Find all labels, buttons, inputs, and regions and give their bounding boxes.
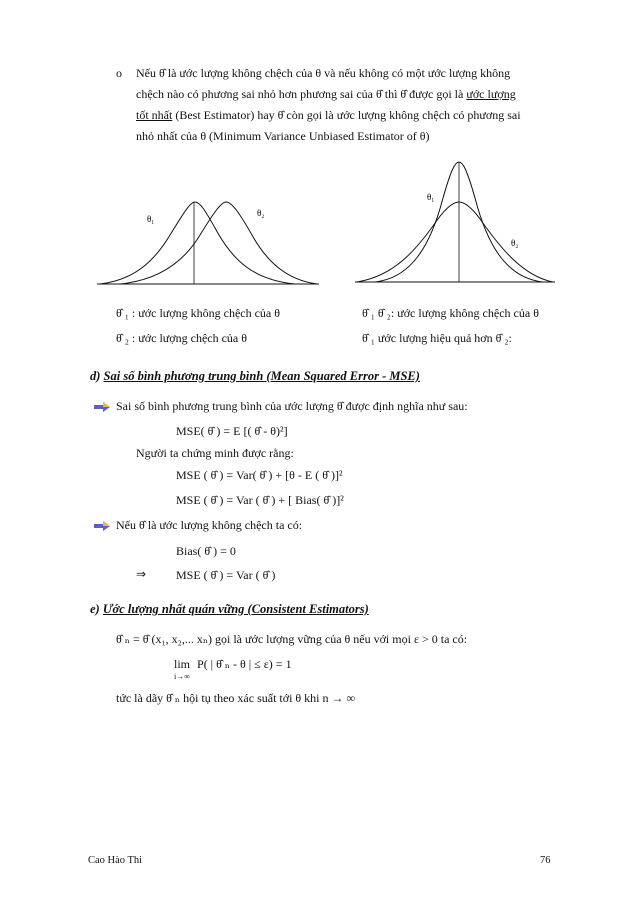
left-caption-1: θ̂ ₁ : ước lượng không chệch của θ [116, 306, 281, 320]
page-number: 76 [540, 855, 551, 866]
section-d-letter: d) [90, 369, 101, 383]
mse-equation-1: MSE ( θ̂ ) = Var( θ̂ ) + [θ - E ( θ̂ )]² [176, 468, 343, 482]
intro-line-3 [136, 105, 561, 126]
limit-operator [174, 657, 190, 681]
section-e-heading [90, 602, 369, 617]
bias-equation: Bias( θ̂ ) = 0 [176, 544, 236, 558]
left-caption-2: θ̂ ₂ : ước lượng chệch của θ [116, 331, 248, 345]
right-caption-2: θ̂ ₁ ước lượng hiệu quả hơn θ̂ ₂: [362, 331, 512, 345]
right-label-theta2: θ₂ [511, 238, 519, 248]
underlined-term-1: ước lượng [466, 87, 516, 101]
right-caption-1: θ̂ ₁ θ̂ ₂: ước lượng không chệch của θ [362, 306, 539, 320]
mse-definition-text: Sai số bình phương trung bình của ước lượng θ̂ được định nghĩa như sau: [116, 399, 468, 413]
underlined-term-2: tốt nhất [136, 108, 173, 122]
section-d-title: Sai số bình phương trung bình (Mean Squared Error - MSE) [103, 369, 420, 383]
footer-author: Cao Hào Thi [88, 855, 143, 866]
implies-icon: ⇒ [136, 567, 147, 581]
consistent-definition-text: θ̂ ₙ = θ̂ (x₁, x₂,... xₙ) gọi là ước lượng vững của θ nếu với mọi ε > 0 ta có: [116, 632, 468, 646]
limit-body: P( | θ̂ ₙ - θ | ≤ ε) = 1 [197, 657, 292, 671]
left-curve-theta1 [100, 202, 295, 284]
left-label-theta2: θ₂ [257, 208, 265, 218]
arrow-bullet-icon [94, 521, 110, 531]
proof-text: Người ta chứng minh được rằng: [136, 446, 294, 460]
intro-line-4: nhỏ nhất của θ (Minimum Variance Unbiased Estimator of θ) [136, 129, 430, 143]
convergence-conclusion: tức là dãy θ̂ ₙ hội tụ theo xác suất tới θ khi n → ∞ [116, 691, 356, 705]
figure-right-curves [355, 158, 555, 288]
section-e-letter: e) [90, 602, 100, 616]
limit-expression [174, 657, 292, 681]
arrow-bullet-icon [94, 402, 110, 412]
lim-subscript: i→∞ [174, 672, 190, 681]
right-label-theta1: θ₁ [427, 192, 435, 202]
list-bullet: o [116, 66, 122, 80]
mse-equation-2: MSE ( θ̂ ) = Var ( θ̂ ) + [ Bias( θ̂ )]² [176, 493, 344, 507]
section-d-heading [90, 369, 420, 384]
section-e-title: Ước lượng nhất quán vững (Consistent Estimators) [102, 602, 369, 616]
intro-paragraph [136, 63, 561, 147]
mse-definition-formula: MSE( θ̂ ) = E [( θ̂ - θ)²] [176, 424, 288, 438]
intro-line-3-text: (Best Estimator) hay θ̂ còn gọi là ước lượng không chệch có phương sai [175, 108, 521, 122]
intro-line-2-text: chệch nào có phương sai nhỏ hơn phương sai của θ̂ thì θ̂ được gọi là [136, 87, 467, 101]
left-label-theta1: θ₁ [147, 214, 155, 224]
right-curve-theta2 [357, 202, 553, 282]
mse-var-equation: MSE ( θ̂ ) = Var ( θ̂ ) [176, 568, 276, 582]
lim-word: lim [174, 657, 191, 671]
intro-line-1: Nếu θ̂ là ước lượng không chệch của θ và nếu không có một ước lượng không [136, 66, 511, 80]
intro-line-2 [136, 84, 561, 105]
unbiased-text: Nếu θ̂ là ước lượng không chệch ta có: [116, 518, 303, 532]
figure-left-curves [95, 180, 320, 295]
